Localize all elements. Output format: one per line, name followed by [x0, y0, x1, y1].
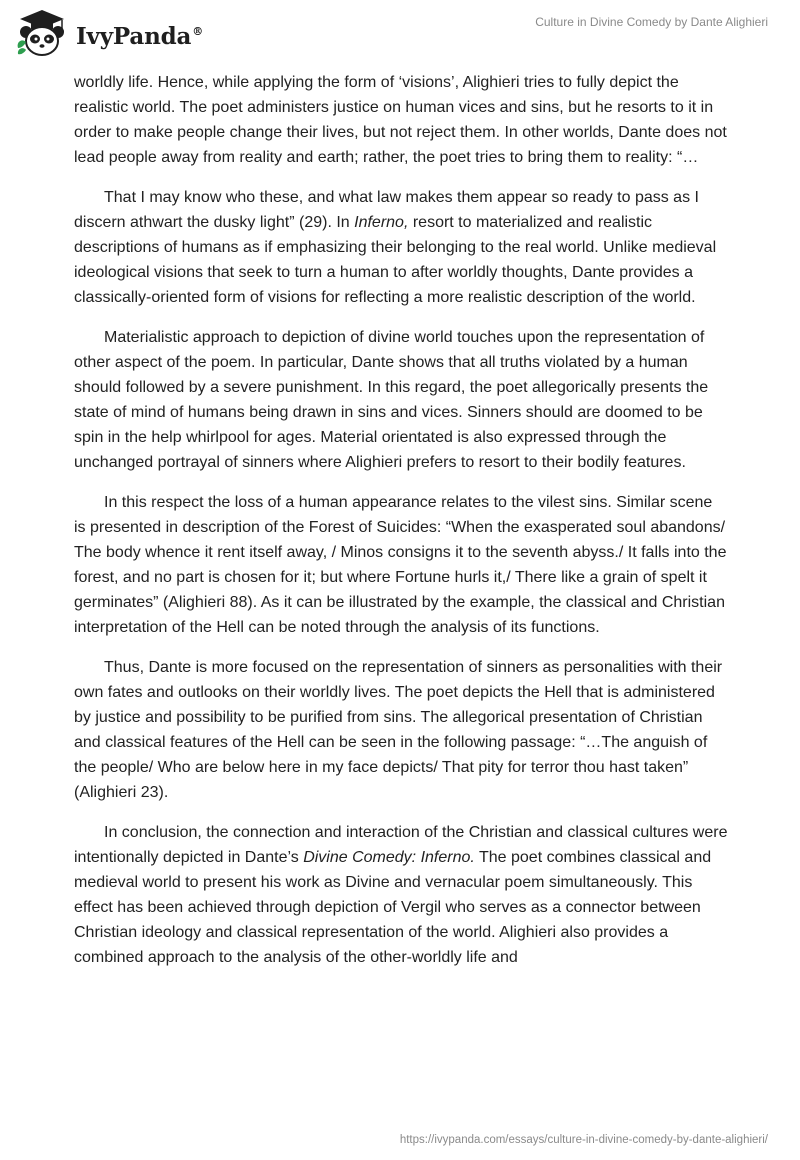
registered-mark: ®: [192, 24, 203, 38]
paragraph-2: [74, 185, 728, 310]
paragraph-1: worldly life. Hence, while applying the form of ‘visions’, Alighieri tries to fully depict the realistic world. The poet administers justice on human vices and sins, but he resorts to it in order to make people change their lives, but not reject them. In other worlds, Dante does not lead people away from reality and earth; rather, the poet tries to bring them to reality: “…: [74, 74, 727, 166]
paragraph-5: Thus, Dante is more focused on the representation of sinners as personalities with their own fates and outlooks on their worldly lives. The poet depicts the Hell that is administered by justice and possibility to be purified from sins. The allegorical presentation of Christian and classical features of the Hell can be seen in the following passage: “…The anguish of the people/ Who are below here in my face depicts/ That pity for terror thou hast taken” (Alighieri 23).: [74, 659, 723, 801]
paragraph-6-text-a: In conclusion, the connection and interaction of the Christian and classical cultures were intentionally depicted in Dante’s: [74, 824, 728, 866]
document-title: Culture in Divine Comedy by Dante Alighieri: [535, 15, 768, 29]
panda-graduate-icon: [14, 8, 70, 58]
page-header: [0, 0, 800, 64]
paragraph-2-text-b: resort to materialized and realistic descriptions of humans as if emphasizing their belonging to the real world. Unlike medieval ideological visions that seek to turn a human to after worldly thoughts, Dante provides a classically-oriented form of visions for reflecting a more realistic description of the world.: [74, 214, 717, 306]
footer-url-link[interactable]: https://ivypanda.com/essays/culture-in-divine-comedy-by-dante-alighieri/: [399, 1134, 768, 1146]
paragraph-3: Materialistic approach to depiction of divine world touches upon the representation of other aspect of the poem. In particular, Dante shows that all truths violated by a human should followed by a severe punishment. In this regard, the poet allegorically presents the state of mind of humans being drawn in sins and vices. Sinners should are doomed to be spin in the help whirlpool for ages. Material orientated is also expressed through the unchanged portrayal of sinners where Alighieri prefers to resort to their bodily features.: [74, 329, 709, 471]
paragraph-6-emphasis: Divine Comedy: Inferno.: [303, 849, 475, 866]
paragraph-2-emphasis: Inferno,: [354, 214, 409, 231]
paragraph-6-text-b: The poet combines classical and medieval world to present his work as Divine and vernacular poem simultaneously. This effect has been achieved through depiction of Vergil who serves as a connector between Christian ideology and classical representation of the world. Alighieri also provides a combined approach to the analysis of the other-worldly life and: [74, 849, 712, 966]
logo-text: IvyPanda: [76, 22, 192, 50]
ivypanda-logo[interactable]: [14, 8, 203, 58]
paragraph-4: In this respect the loss of a human appearance relates to the vilest sins. Similar scene is presented in description of the Forest of Suicides: “When the exasperated soul abandons/ The body whence it rent itself away, / Minos consigns it to the seventh abyss./ It falls into the forest, and no part is chosen for it; but where Fortune hurls it,/ There like a grain of spelt it germinates” (Alighieri 88). As it can be illustrated by the example, the classical and Christian interpretation of the Hell can be noted through the analysis of its functions.: [74, 494, 727, 636]
paragraph-2-text-a: That I may know who these, and what law makes them appear so ready to pass as I discern athwart the dusky light” (29). In: [74, 189, 699, 231]
logo-wordmark: [76, 23, 203, 50]
essay-body: [74, 70, 728, 985]
paragraph-6: [74, 820, 728, 970]
